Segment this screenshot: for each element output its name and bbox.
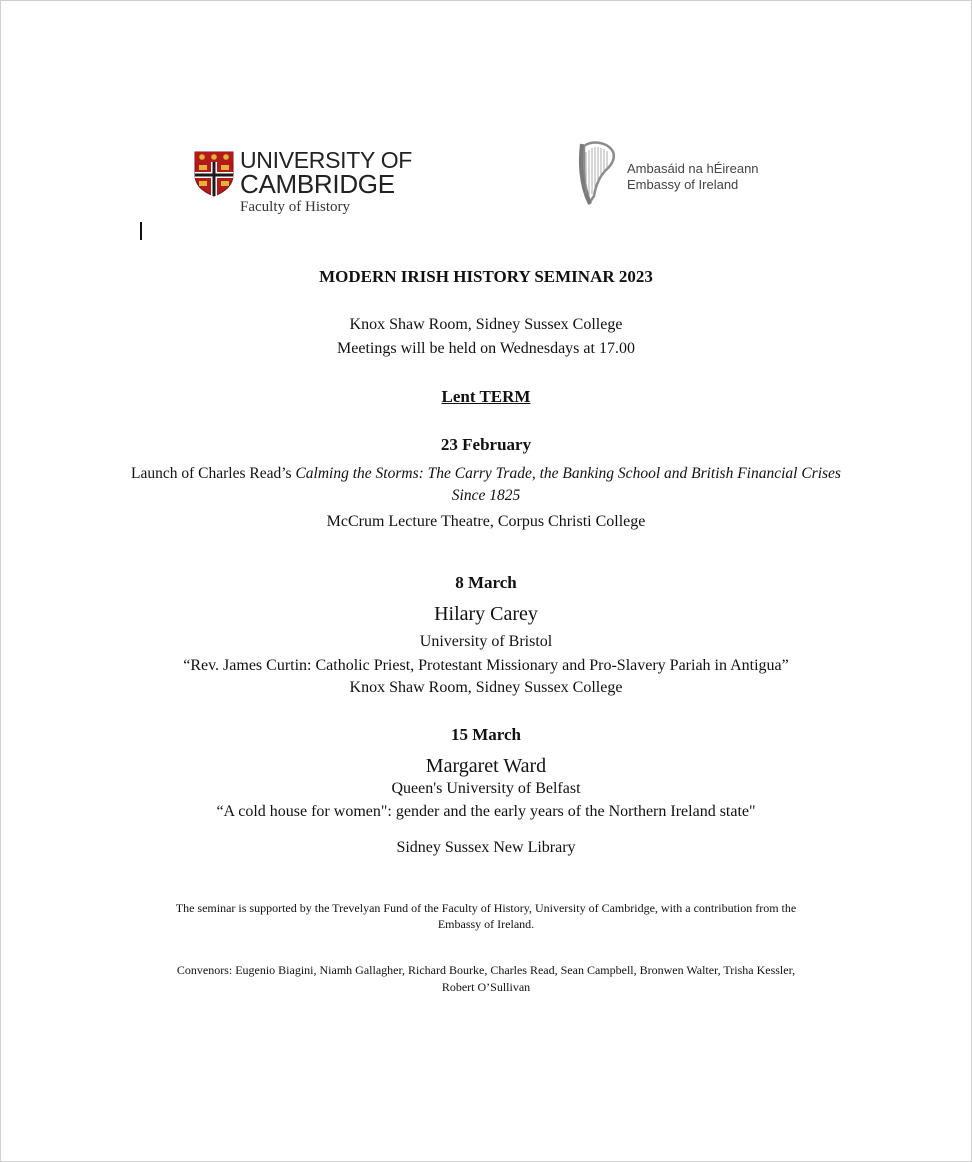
text-cursor	[140, 222, 142, 240]
book-launch-line	[0, 465, 972, 483]
book-launch-prefix: Launch of Charles Read’s	[131, 465, 296, 482]
embassy-logo-english: Embassy of Ireland	[627, 177, 739, 192]
support-note-line1: The seminar is supported by the Trevelyan Fund of the Faculty of History, University of Cambridge, with a contribution from the	[175, 901, 797, 915]
event-location: Knox Shaw Room, Sidney Sussex College	[349, 679, 623, 696]
event-location: McCrum Lecture Theatre, Corpus Christi College	[326, 513, 646, 530]
speaker-affiliation: Queen's University of Belfast	[391, 780, 581, 797]
talk-title: “A cold house for women": gender and the early years of the Northern Ireland state"	[216, 803, 756, 820]
seminar-schedule: Meetings will be held on Wednesdays at 17.00	[337, 340, 635, 357]
event-date: 15 March	[450, 725, 522, 744]
speaker-name: Margaret Ward	[425, 755, 547, 777]
book-title: Calming the Storms: The Carry Trade, the Banking School and British Financial Crises	[295, 465, 841, 482]
embassy-logo-irish: Ambasáid na hÉireann	[627, 161, 759, 176]
embassy-logo	[576, 140, 816, 210]
event-location: Sidney Sussex New Library	[396, 839, 576, 856]
harp-icon	[576, 140, 618, 208]
seminar-venue: Knox Shaw Room, Sidney Sussex College	[349, 316, 623, 333]
cambridge-logo-line2: CAMBRIDGE	[240, 169, 395, 199]
cambridge-faculty-label: Faculty of History	[240, 199, 350, 215]
term-heading: Lent TERM	[441, 387, 531, 406]
event-date: 8 March	[455, 573, 517, 592]
talk-title: “Rev. James Curtin: Catholic Priest, Protestant Missionary and Pro-Slavery Pariah in Antigua”	[183, 657, 789, 674]
seminar-title: MODERN IRISH HISTORY SEMINAR 2023	[319, 267, 653, 286]
speaker-name: Hilary Carey	[434, 603, 538, 625]
speaker-affiliation: University of Bristol	[419, 633, 553, 650]
cambridge-logo-line1: UNIVERSITY OF	[240, 147, 413, 173]
convenors-line2: Robert O’Sullivan	[441, 980, 531, 994]
cambridge-logo	[194, 147, 414, 220]
cambridge-shield-icon	[194, 151, 234, 197]
convenors-line1: Convenors: Eugenio Biagini, Niamh Gallagher, Richard Bourke, Charles Read, Sean Campbell, Bronwen Walter, Trisha Kessler,	[176, 963, 796, 977]
event-date: 23 February	[440, 435, 532, 454]
book-title-continued: Since 1825	[451, 487, 521, 504]
support-note-line2: Embassy of Ireland.	[437, 917, 535, 931]
